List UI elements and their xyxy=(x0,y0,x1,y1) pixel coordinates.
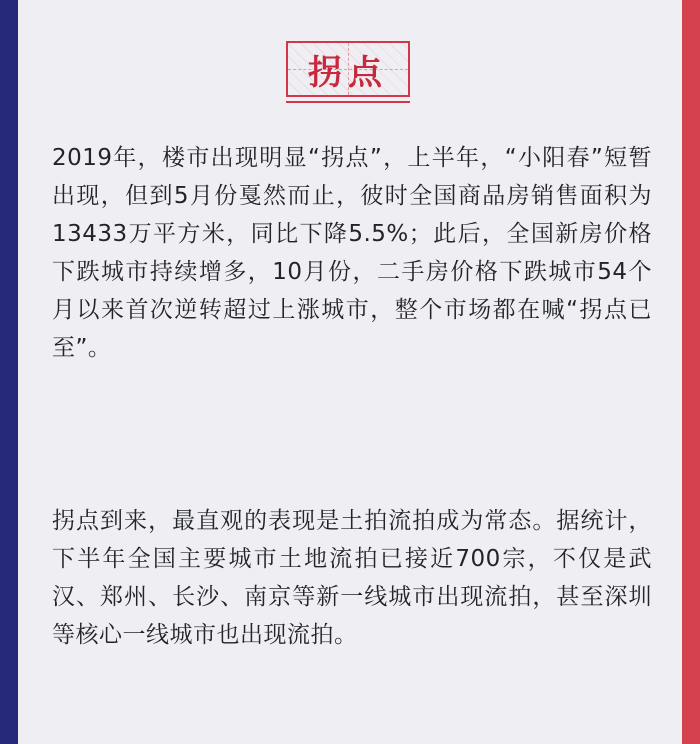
paragraph-1: 2019年，楼市出现明显“拐点”，上半年，“小阳春”短暂出现，但到5月份戛然而止，彼时全国商品房销售面积为13433万平方米，同比下降5.5%；此后，全国新房价格下跌城市持续增多，10月份，二手房价格下跌城市54个月以来首次逆转超过上涨城市，整个市场都在喊“拐点已至”。 xyxy=(52,145,652,361)
paragraph-2: 拐点到来，最直观的表现是土拍流拍成为常态。据统计，下半年全国主要城市土地流拍已接近700宗，不仅是武汉、郑州、长沙、南京等新一线城市出现流拍，甚至深圳等核心一线城市也出现流拍。 xyxy=(52,508,652,648)
title-box xyxy=(286,41,410,97)
right-border-stripe xyxy=(682,0,700,744)
title-underline xyxy=(286,101,410,103)
page-title: 拐点 xyxy=(308,52,388,93)
left-border-stripe xyxy=(0,0,18,744)
